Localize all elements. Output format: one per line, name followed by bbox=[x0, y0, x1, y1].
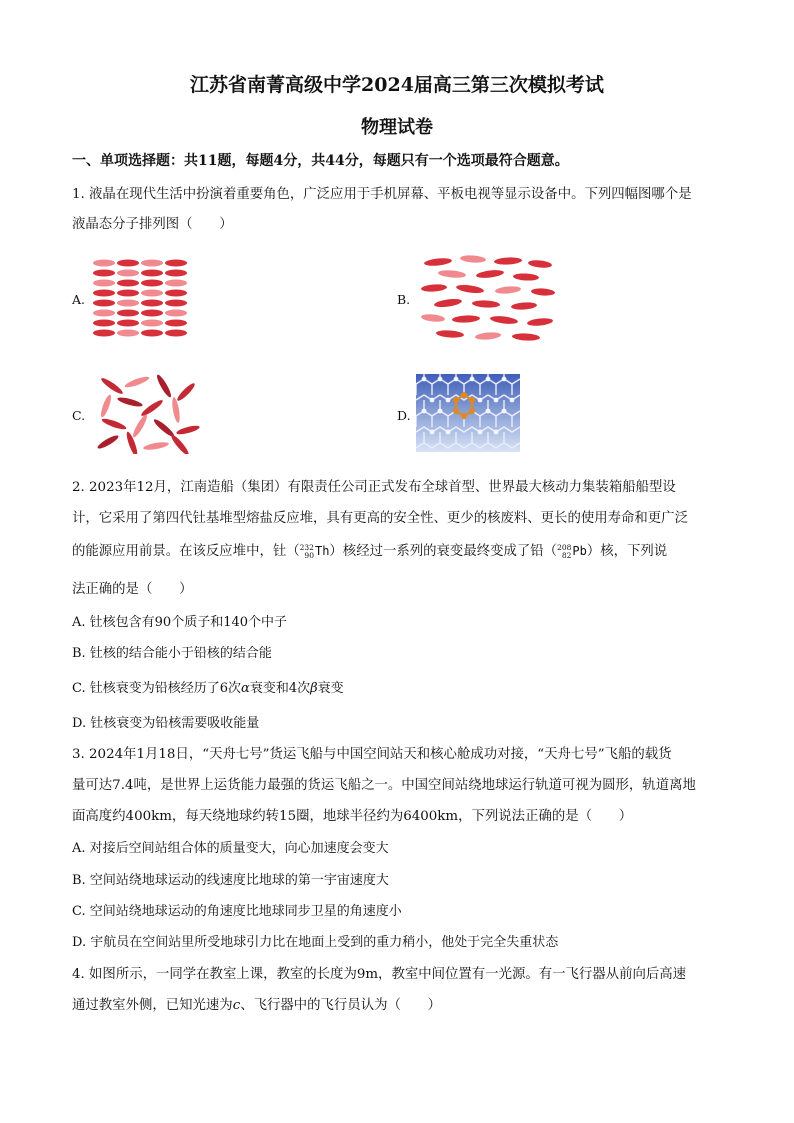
q3-option-d: D. 宇航员在空间站里所受地球引力比在地面上受到的重力稍小，他处于完全失重状态 bbox=[72, 935, 559, 950]
exam-subtitle: 物理试卷 bbox=[361, 117, 433, 138]
beta-symbol: β bbox=[310, 681, 318, 696]
q1-label-a: A. bbox=[72, 292, 86, 307]
q3-option-a: A. 对接后空间站组合体的质量变大，向心加速度会变大 bbox=[72, 841, 389, 856]
q3-line3: 面高度约400km，每天绕地球约转15圈，地球半径约为6400km，下列说法正确的是（ ） bbox=[72, 809, 633, 824]
thorium-atomic-number: 90 bbox=[304, 550, 314, 560]
q2-option-b: B. 钍核的结合能小于铅核的结合能 bbox=[72, 646, 272, 661]
lead-nuclide bbox=[557, 544, 571, 560]
q4-line2 bbox=[72, 994, 441, 1013]
q3-option-b: B. 空间站绕地球运动的线速度比地球的第一宇宙速度大 bbox=[72, 873, 389, 888]
thorium-nuclide bbox=[300, 544, 314, 560]
q2-option-c bbox=[72, 677, 344, 696]
exam-title: 江苏省南菁高级中学2024届高三第三次模拟考试 bbox=[190, 74, 604, 96]
q1-line2: 液晶态分子排列图（ ） bbox=[72, 217, 233, 232]
q2-line2: 计，它采用了第四代钍基堆型熔盐反应堆，具有更高的安全性、更少的核废料、更长的使用寿命和更广泛 bbox=[72, 511, 688, 526]
section-heading: 一、单项选择题：共11题，每题4分，共44分，每题只有一个选项最符合题意。 bbox=[72, 153, 569, 169]
thorium-symbol: Th bbox=[314, 544, 330, 558]
q2-line4: 法正确的是（ ） bbox=[72, 582, 193, 597]
q1-label-b: B. bbox=[397, 292, 411, 307]
lead-mass-number: 208 bbox=[557, 542, 572, 552]
figure-b-image bbox=[418, 252, 558, 352]
q1-label-c: C. bbox=[72, 408, 86, 423]
q2-line3-post: ）核，下列说 bbox=[586, 544, 668, 559]
thorium-mass-number: 232 bbox=[299, 542, 314, 552]
q2-line1: 2. 2023年12月，江南造船（集团）有限责任公司正式发布全球首型、世界最大核动力集装箱船船型设 bbox=[72, 480, 676, 495]
q2-line3-pre: 的能源应用前景。在该反应堆中，钍（ bbox=[72, 544, 300, 559]
alpha-symbol: α bbox=[241, 681, 250, 696]
q4-line2-pre: 通过教室外侧，已知光速为 bbox=[72, 998, 233, 1013]
q2-option-d: D. 钍核衰变为铅核需要吸收能量 bbox=[72, 716, 260, 731]
q2-option-c-pre: C. 钍核衰变为铅核经历了6次 bbox=[72, 681, 242, 696]
q4-line1: 4. 如图所示，一同学在教室上课，教室的长度为9m，教室中间位置有一光源。有一飞行器从前向后高速 bbox=[72, 967, 687, 982]
lead-atomic-number: 82 bbox=[561, 550, 572, 560]
q3-option-c: C. 空间站绕地球运动的角速度比地球同步卫星的角速度小 bbox=[72, 904, 402, 919]
q2-option-c-post: 衰变 bbox=[317, 681, 344, 696]
q2-line3-mid: ）核经过一系列的衰变最终变成了铅（ bbox=[329, 544, 558, 559]
q1-label-d: D. bbox=[397, 408, 411, 423]
figure-c-image bbox=[92, 372, 204, 454]
lead-symbol: Pb bbox=[572, 544, 587, 558]
q2-option-c-mid: 衰变和4次 bbox=[249, 681, 311, 696]
q2-line3 bbox=[72, 540, 667, 560]
figure-a-image bbox=[90, 255, 200, 347]
q1-line1: 1. 液晶在现代生活中扮演着重要角色，广泛应用于手机屏幕、平板电视等显示设备中。下列四幅图哪个是 bbox=[72, 187, 692, 202]
light-speed-symbol: c bbox=[232, 998, 241, 1013]
q3-line2: 量可达7.4吨，是世界上运货能力最强的货运飞船之一。中国空间站绕地球运行轨道可视为圆形，轨道离地 bbox=[72, 778, 696, 793]
q3-line1: 3. 2024年1月18日，“天舟七号”货运飞船与中国空间站天和核心舱成功对接，“天舟七号”飞船的载货 bbox=[72, 747, 672, 762]
q4-line2-post: 、飞行器中的飞行员认为（ ） bbox=[240, 998, 442, 1013]
q2-option-a: A. 钍核包含有90个质子和140个中子 bbox=[72, 615, 288, 630]
figure-d-image bbox=[416, 374, 520, 452]
